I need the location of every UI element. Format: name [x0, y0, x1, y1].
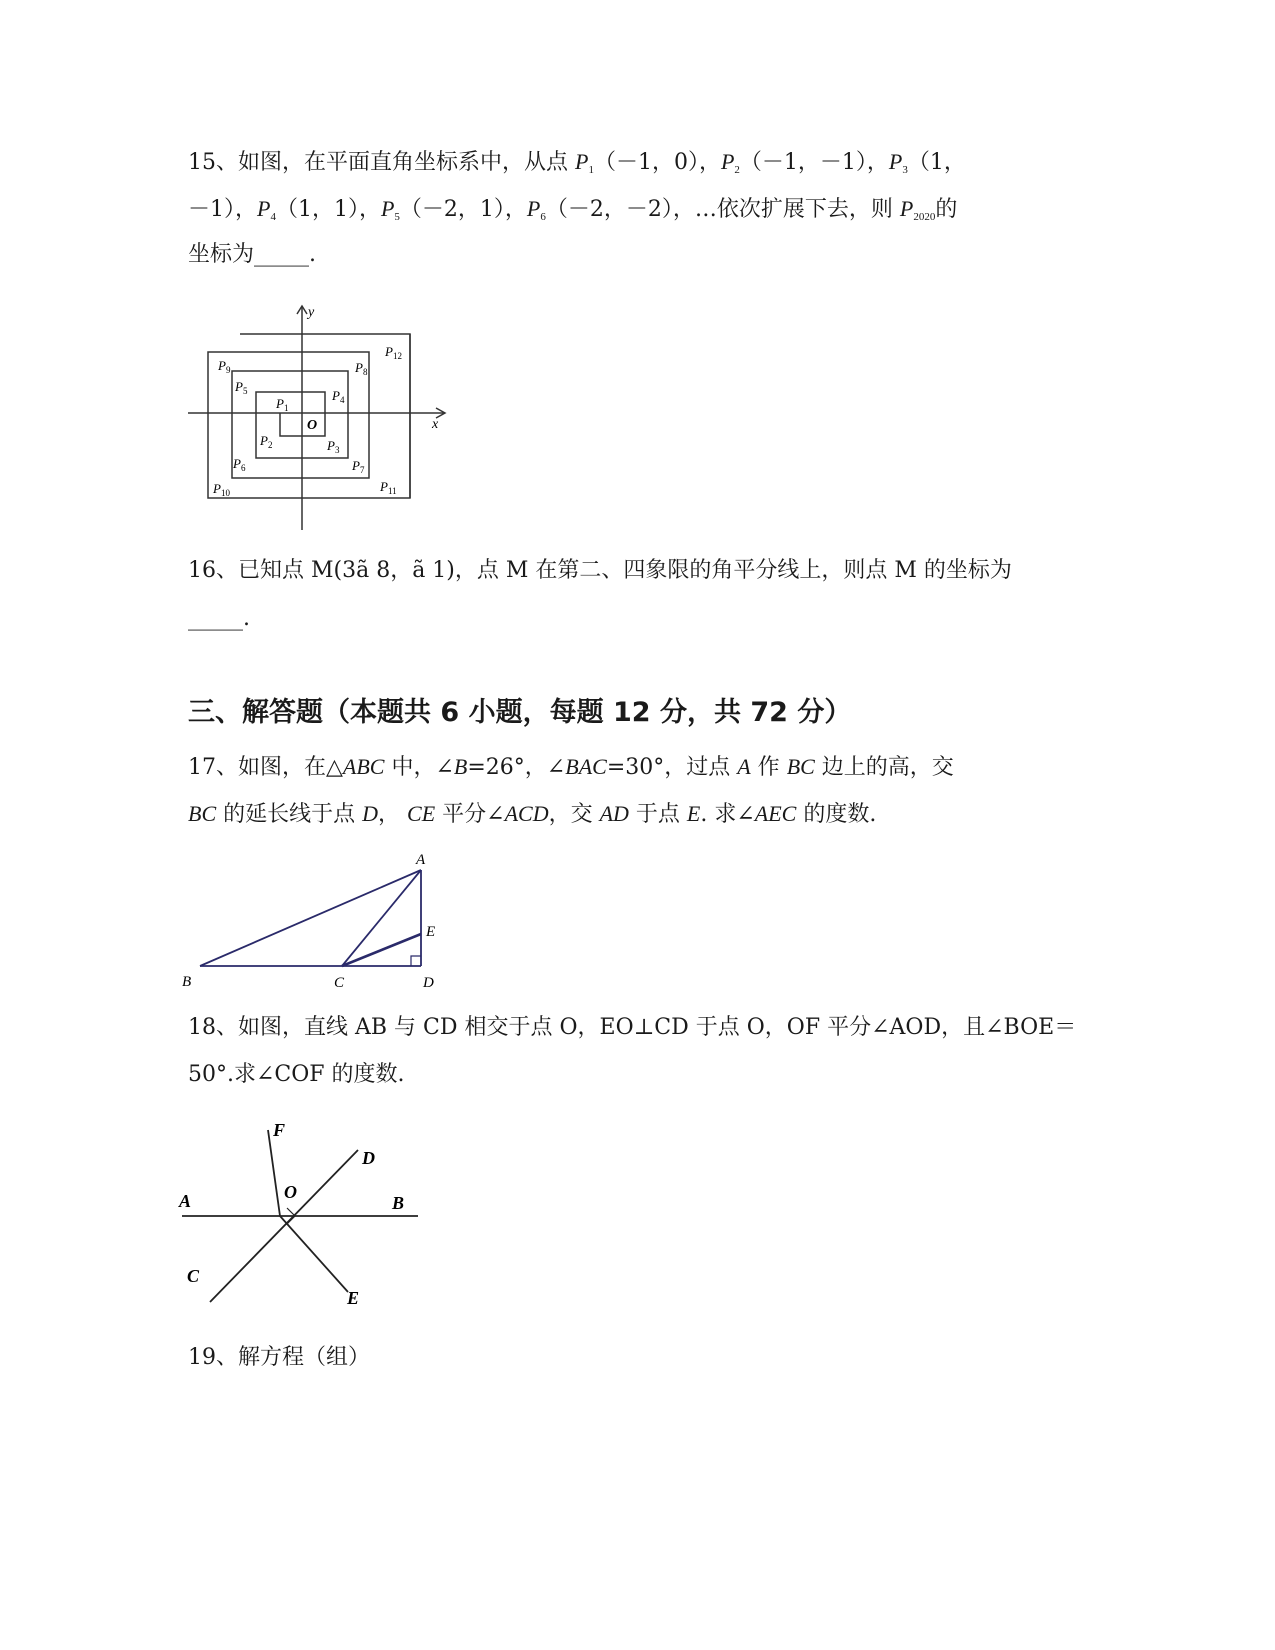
point-label: $P_4$ [257, 196, 276, 223]
x-axis-label: x [432, 417, 439, 432]
point-label: $P_5$ [380, 196, 400, 223]
math-symbol: BAC [565, 754, 607, 779]
vertex-C: C [334, 975, 345, 991]
label-B: B [392, 1193, 405, 1213]
coordinate-text: －1）， [188, 197, 257, 222]
ray-OF [268, 1130, 280, 1216]
segment-BA [200, 870, 421, 966]
right-angle-mark [411, 956, 421, 966]
vertex-D: D [423, 975, 434, 991]
q18-line-1: 18、如图，直线 AB 与 CD 相交于点 O，EO⊥CD 于点 O，OF 平分∠AOD，且∠BOE＝ [188, 1015, 1077, 1040]
q18-lines-figure [180, 1112, 440, 1322]
spiral-path [208, 334, 410, 498]
label-O: O [284, 1182, 297, 1202]
math-symbol: E [686, 801, 701, 826]
q15-spiral-figure [180, 300, 480, 540]
text-segment: 于点 [628, 802, 687, 827]
point-label: $P_6$ [526, 196, 546, 223]
label-D: D [362, 1148, 375, 1168]
text-segment: 作 [750, 755, 787, 780]
point-label-p6: $P_6$ [233, 456, 246, 473]
q19-line-1: 19、解方程（组） [188, 1345, 370, 1370]
point-label-p8: $P_8$ [355, 360, 368, 377]
text-segment: . 求∠ [700, 802, 755, 827]
text-segment: ，交 [548, 802, 600, 827]
text-segment: =30°，过点 [606, 755, 738, 780]
q16-line-2: _____. [188, 606, 250, 631]
point-label-p4: $P_4$ [332, 388, 345, 405]
point-label-p11: $P_{11}$ [380, 479, 397, 496]
segment-CE [342, 934, 421, 966]
math-symbol: BC [188, 801, 217, 826]
coordinate-text: （－1，－1）， [739, 150, 889, 175]
text-segment: ， [378, 802, 408, 827]
point-label: $P_3$ [888, 149, 908, 176]
ray-OE [280, 1216, 348, 1292]
vertex-B: B [182, 974, 192, 990]
q17-triangle-figure [180, 850, 450, 1000]
text-segment: 的延长线于点 [216, 802, 363, 827]
math-symbol: AD [599, 801, 629, 826]
text-segment: 的度数. [796, 802, 877, 827]
point-label-p3: $P_3$ [327, 438, 340, 455]
point-label-p5: $P_5$ [235, 379, 248, 396]
point-label: $P_{2020}$ [899, 196, 936, 223]
math-symbol: CE [407, 801, 436, 826]
segment-CA [342, 870, 421, 966]
coordinate-text: （－1，0）， [593, 150, 721, 175]
math-symbol: D [362, 801, 379, 826]
q15-line-3: 坐标为_____. [188, 242, 316, 267]
coordinate-text: （－2，1）， [399, 197, 527, 222]
label-E: E [347, 1288, 360, 1308]
coordinate-text: （－2，－2），…依次扩展下去，则 [545, 197, 900, 222]
vertex-E: E [426, 924, 436, 940]
q18-line-2: 50°.求∠COF 的度数. [188, 1062, 405, 1087]
q17-line-1 [188, 752, 954, 783]
coordinate-text: 的 [935, 197, 958, 222]
label-C: C [187, 1266, 200, 1286]
q15-line-1 [188, 147, 966, 185]
text-segment: 中，∠ [384, 755, 454, 780]
math-symbol: AEC [754, 801, 797, 826]
point-label-p2: $P_2$ [260, 433, 273, 450]
math-symbol: B [453, 754, 468, 779]
q15-line-2 [188, 194, 957, 232]
math-symbol: ABC [342, 754, 385, 779]
point-label-p1: $P_1$ [276, 396, 289, 413]
point-label-p7: $P_7$ [352, 458, 365, 475]
vertex-A: A [416, 852, 426, 868]
section-heading: 三、解答题（本题共 6 小题，每题 12 分，共 72 分） [188, 697, 852, 728]
y-axis-label: y [308, 305, 315, 320]
text-segment: 平分∠ [435, 802, 505, 827]
label-A: A [179, 1191, 192, 1211]
text-segment: 17、如图，在△ [188, 755, 343, 780]
point-label-p9: $P_9$ [218, 358, 231, 375]
origin-label: O [307, 418, 318, 433]
point-label: $P_2$ [720, 149, 740, 176]
q16-line-1: 16、已知点 M(3ã 8，ã 1)，点 M 在第二、四象限的角平分线上，则点 M 的坐标为 [188, 558, 1012, 583]
point-label-p10: $P_{10}$ [213, 481, 230, 498]
text-segment: 边上的高，交 [814, 755, 954, 780]
math-symbol: BC [786, 754, 815, 779]
math-symbol: A [737, 754, 751, 779]
text-segment: =26°，∠ [467, 755, 566, 780]
coordinate-text: （1， [907, 150, 966, 175]
coordinate-text: （1，1）， [275, 197, 381, 222]
q17-line-2 [188, 799, 876, 830]
label-F: F [273, 1120, 286, 1140]
q15-prefix: 15、如图，在平面直角坐标系中，从点 [188, 150, 575, 175]
point-label-p12: $P_{12}$ [385, 344, 402, 361]
math-symbol: ACD [504, 801, 549, 826]
point-label: $P_1$ [575, 149, 594, 176]
